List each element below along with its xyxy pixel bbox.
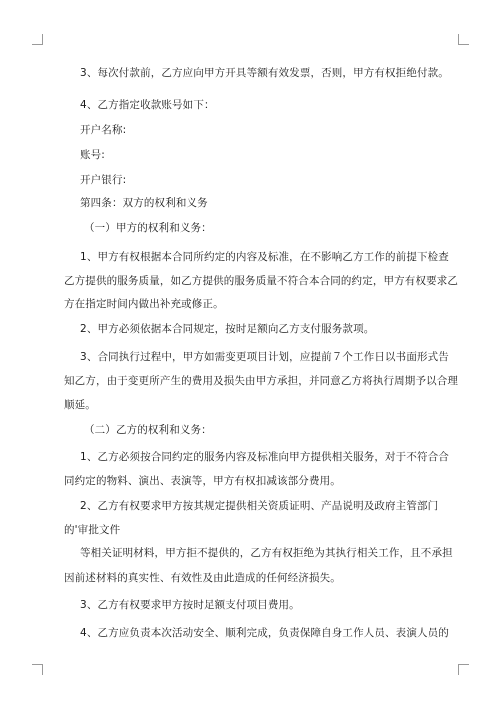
paragraph-line: 顺延。 bbox=[64, 399, 96, 411]
field-account-name: 开户名称: bbox=[80, 124, 127, 136]
crop-mark-bottom-left bbox=[32, 664, 43, 675]
paragraph-line: 3、乙方有权要求甲方按时足额支付项目费用。 bbox=[80, 599, 300, 611]
paragraph-line: 等相关证明材料，甲方拒不提供的，乙方有权拒绝为其执行相关工作，且不承担 bbox=[80, 547, 453, 559]
crop-mark-bottom-right bbox=[458, 664, 469, 675]
crop-mark-top-left bbox=[32, 34, 43, 45]
section-heading-party-a: （一）甲方的权利和义务： bbox=[84, 222, 212, 234]
crop-mark-top-right bbox=[458, 34, 469, 45]
paragraph-line: 2、甲方必须依据本合同规定，按时足额向乙方支付服务款项。 bbox=[80, 323, 375, 335]
paragraph-line: 同约定的物料、演出、表演等，甲方有权扣减该部分费用。 bbox=[64, 475, 341, 487]
paragraph-line: 1、甲方有权根据本合同所约定的内容及标准，在不影响乙方工作的前提下检查 bbox=[80, 251, 449, 263]
paragraph-line: 方在指定时间内做出补充或修正。 bbox=[64, 298, 224, 310]
paragraph-line: 知乙方，由于变更所产生的费用及损失由甲方承担，并同意乙方将执行周期予以合理 bbox=[64, 375, 459, 387]
paragraph-line: 3、合同执行过程中，甲方如需变更项目计划，应提前７个工作日以书面形式告 bbox=[80, 351, 449, 363]
paragraph-account-intro: 4、乙方指定收款账号如下： bbox=[80, 99, 215, 111]
paragraph-line: 乙方提供的服务质量，如乙方提供的服务质量不符合本合同的约定，甲方有权要求乙 bbox=[64, 275, 459, 287]
field-account-number: 账号: bbox=[80, 149, 105, 161]
field-bank: 开户银行: bbox=[80, 174, 127, 186]
paragraph-line: 2、乙方有权要求甲方按其规定提供相关资质证明、产品说明及政府主管部门 bbox=[80, 500, 439, 512]
paragraph-payment-invoice: 3、每次付款前，乙方应向甲方开具等额有效发票，否则，甲方有权拒绝付款。 bbox=[80, 67, 449, 79]
paragraph-line: 1、乙方必须按合同约定的服务内容及标准向甲方提供相关服务，对于不符合合 bbox=[80, 451, 449, 463]
article-heading: 第四条：双方的权利和义务 bbox=[80, 197, 208, 209]
section-heading-party-b: （二）乙方的权利和义务： bbox=[84, 424, 212, 436]
paragraph-line: 4、乙方应负责本次活动安全、顺利完成，负责保障自身工作人员、表演人员的 bbox=[80, 627, 449, 639]
paragraph-line: 因前述材料的真实性、有效性及由此造成的任何经济损失。 bbox=[64, 572, 341, 584]
paragraph-line: 的'审批文件 bbox=[64, 524, 121, 536]
